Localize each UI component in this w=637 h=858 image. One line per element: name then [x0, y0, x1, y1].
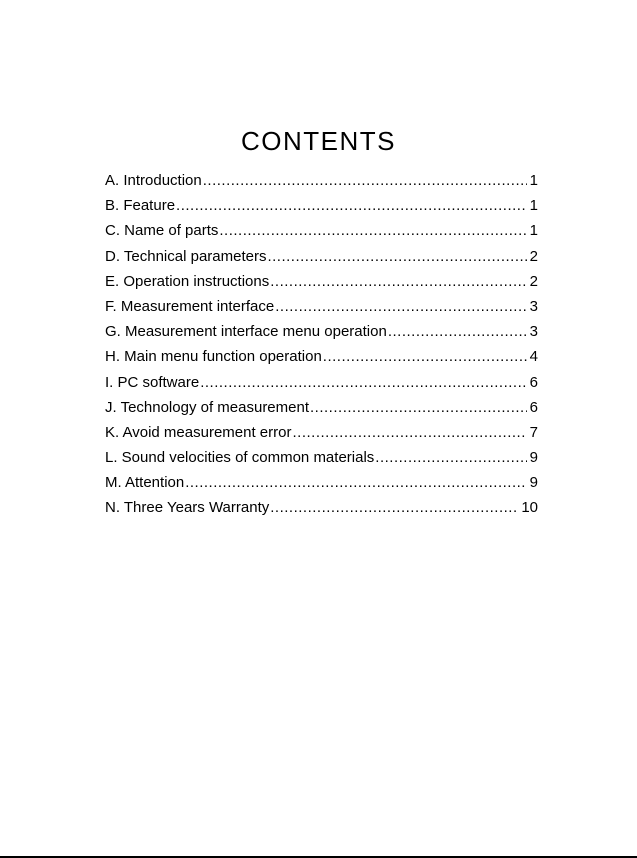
toc-page-number: 1 [529, 172, 538, 189]
toc-dot-leader [203, 168, 527, 193]
toc-entry-label: H. Main menu function operation [105, 348, 322, 366]
toc-dot-leader [375, 445, 526, 470]
toc-page-number: 9 [529, 474, 538, 492]
toc-dot-leader [275, 294, 526, 319]
toc-page-number: 10 [521, 499, 538, 517]
toc-page-number: 1 [529, 197, 538, 215]
table-of-contents [105, 168, 538, 521]
toc-entry-label: F. Measurement interface [105, 297, 275, 315]
toc-entry-label: C. Name of parts [105, 222, 219, 240]
toc-dot-leader [292, 420, 526, 445]
toc-entry-label: K. Avoid measurement error [105, 423, 292, 441]
toc-entry-label: I. PC software [105, 373, 200, 391]
toc-dot-leader [200, 370, 526, 395]
toc-entry-label: N. Three Years Warranty [105, 499, 270, 517]
toc-entry-measurement-interface[interactable] [105, 294, 538, 319]
toc-entry-label: B. Feature [105, 197, 176, 215]
toc-entry-attention[interactable] [105, 470, 538, 495]
toc-entry-sound-velocities[interactable] [105, 445, 538, 470]
toc-page-number: 4 [529, 348, 538, 366]
toc-dot-leader [176, 193, 527, 218]
toc-entry-name-of-parts[interactable] [105, 218, 538, 243]
toc-entry-avoid-measurement-error[interactable] [105, 420, 538, 445]
toc-entry-label: M. Attention [105, 474, 185, 492]
toc-page-number: 2 [529, 272, 538, 290]
toc-entry-label: A. Introduction [105, 172, 202, 189]
toc-page-number: 6 [529, 373, 538, 391]
toc-entry-label: G. Measurement interface menu operation [105, 323, 387, 341]
toc-dot-leader [323, 344, 527, 369]
toc-page-number: 1 [529, 222, 538, 240]
toc-dot-leader [270, 495, 518, 520]
toc-entry-label: D. Technical parameters [105, 247, 267, 265]
page-title: CONTENTS [241, 126, 396, 157]
toc-dot-leader [185, 470, 526, 495]
toc-page-number: 6 [529, 398, 538, 416]
toc-entry-measurement-interface-menu-operation[interactable] [105, 319, 538, 344]
toc-entry-technical-parameters[interactable] [105, 244, 538, 269]
toc-entry-label: L. Sound velocities of common materials [105, 449, 375, 467]
toc-page-number: 7 [529, 423, 538, 441]
toc-entry-main-menu-function-operation[interactable] [105, 344, 538, 369]
toc-entry-label: E. Operation instructions [105, 272, 270, 290]
toc-dot-leader [267, 244, 526, 269]
toc-entry-technology-of-measurement[interactable] [105, 395, 538, 420]
toc-page-number: 3 [529, 323, 538, 341]
toc-dot-leader [219, 218, 526, 243]
toc-page-number: 2 [529, 247, 538, 265]
toc-entry-three-years-warranty[interactable] [105, 495, 538, 520]
toc-dot-leader [270, 269, 526, 294]
toc-entry-operation-instructions[interactable] [105, 269, 538, 294]
toc-page-number: 3 [529, 297, 538, 315]
toc-entry-feature[interactable] [105, 193, 538, 218]
toc-dot-leader [388, 319, 527, 344]
toc-page-number: 9 [529, 449, 538, 467]
toc-entry-label: J. Technology of measurement [105, 398, 310, 416]
toc-entry-introduction[interactable] [105, 168, 538, 193]
toc-entry-pc-software[interactable] [105, 370, 538, 395]
toc-dot-leader [310, 395, 527, 420]
